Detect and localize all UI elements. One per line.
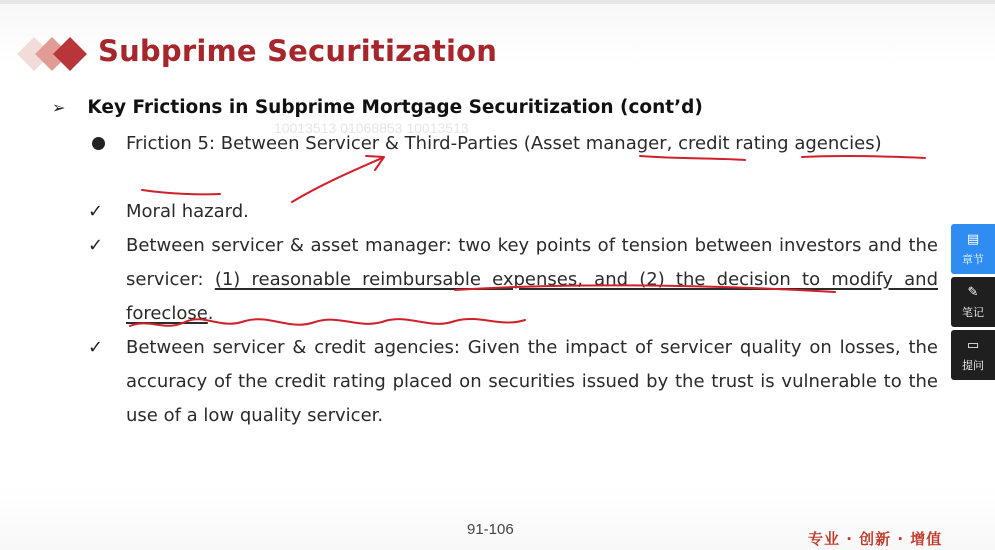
check-bullet-icon: ✓ <box>88 201 104 222</box>
page-number: 91-106 <box>467 521 514 538</box>
list-item-text <box>126 229 938 331</box>
diamond-dark <box>53 37 87 71</box>
underline-agencies <box>142 190 220 194</box>
round-bullet-icon <box>88 127 126 162</box>
check-bullet-icon: ✓ <box>88 337 104 358</box>
chapter-icon: ▤ <box>966 231 980 247</box>
text-segment: Between servicer & asset manager: two key points of tension between investors and the servicer: <box>126 235 938 290</box>
text-credit-rating-agencies: credit rating agencies <box>678 133 875 154</box>
list-item-credit-agencies <box>88 331 938 433</box>
check-bullet-icon: ✓ <box>88 235 104 256</box>
slogan: 专业 · 创新 · 增值 <box>808 530 943 548</box>
slide-title: Subprime Securitization <box>98 34 498 68</box>
list-item-text: Between servicer & credit agencies: Given the impact of servicer quality on losses, the accuracy of the credit rating placed on securities issued by the trust is vulnerable to the use of a low quality servicer. <box>126 337 938 426</box>
chapter-button[interactable] <box>951 224 995 274</box>
chat-icon: ▭ <box>966 337 980 353</box>
notes-button[interactable] <box>951 277 995 327</box>
text-segment: ) <box>874 133 882 154</box>
ask-label: 提问 <box>962 358 984 372</box>
pen-icon: ✎ <box>967 284 979 300</box>
list-item-text <box>126 127 882 162</box>
list-item-text: Moral hazard. <box>126 201 249 222</box>
text-underlined-points: (1) reasonable reimbursable expenses, and (2) the decision to modify and foreclose <box>126 269 938 324</box>
text-asset-manager: Asset manager <box>530 133 667 154</box>
text-segment: . <box>207 303 214 324</box>
watermark: 10013513 01068853 10013513 <box>274 120 469 136</box>
heading-row <box>52 97 703 118</box>
text-segment: , <box>666 133 679 154</box>
notes-label: 笔记 <box>962 305 984 319</box>
top-border <box>0 0 995 4</box>
logo-diamonds <box>18 36 90 74</box>
list-item-asset-manager <box>88 229 938 331</box>
side-panel <box>951 224 995 383</box>
list-item-moral-hazard <box>88 195 938 229</box>
arrow-bullet-icon: ➢ <box>52 98 66 117</box>
ask-button[interactable] <box>951 330 995 380</box>
list-item-friction-5 <box>88 127 938 162</box>
chapter-label: 章节 <box>962 252 984 266</box>
text-segment: Friction 5: Between Servicer & Third-Parties ( <box>126 133 531 154</box>
section-heading: Key Frictions in Subprime Mortgage Securitization (cont’d) <box>87 97 703 118</box>
